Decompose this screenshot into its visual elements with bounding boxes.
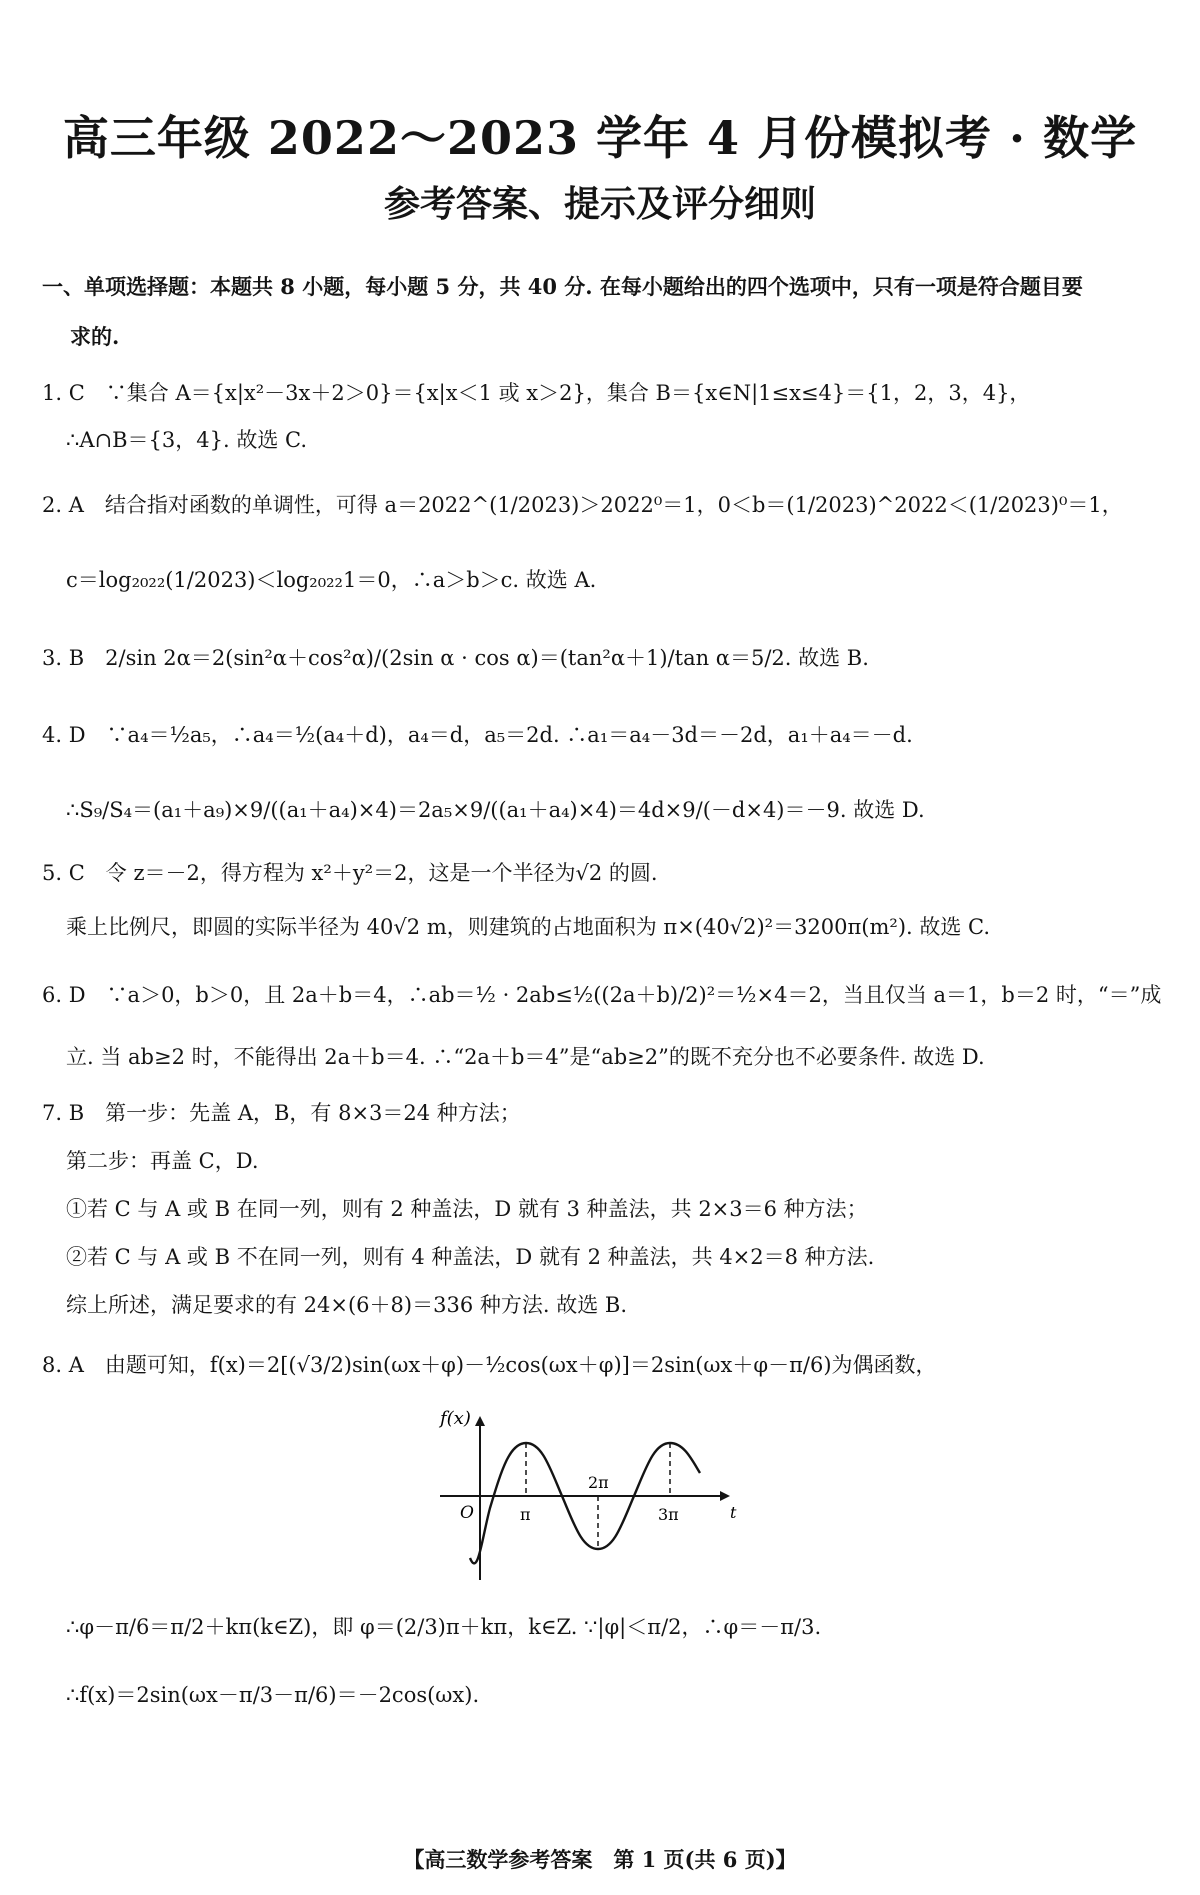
q7-line1: 7. B 第一步：先盖 A，B，有 8×3＝24 种方法； [42,1101,521,1125]
tick-label-pi: π [520,1505,531,1524]
q8-line1: 8. A 由题可知，f(x)＝2[(√3/2)sin(ωx＋φ)－½cos(ωx＋φ)]＝2sin(ωx＋φ－π/6)为偶函数， [42,1353,937,1377]
q7-line4: ②若 C 与 A 或 B 不在同一列，则有 4 种盖法，D 就有 2 种盖法，共 4×2＝8 种方法. [66,1245,875,1269]
q2-line2: c＝log₂₀₂₂(1/2023)＜log₂₀₂₂1＝0，∴a＞b＞c. 故选 A. [66,568,597,592]
sine-graph-figure [430,1408,740,1588]
q7-line5: 综上所述，满足要求的有 24×(6＋8)＝336 种方法. 故选 B. [66,1293,627,1317]
sine-curve [470,1443,700,1563]
page-footer: 【高三数学参考答案 第 1 页(共 6 页)】 [403,1847,797,1872]
q2-line1: 2. A 结合指对函数的单调性，可得 a＝2022^(1/2023)＞2022⁰＝1，0＜b＝(1/2023)^2022＜(1/2023)⁰＝1， [42,493,1123,517]
tick-label-2pi: 2π [588,1473,609,1492]
q6-line1: 6. D ∵a＞0，b＞0，且 2a＋b＝4，∴ab＝½ · 2ab≤½((2a＋b)/2)²＝½×4＝2，当且仅当 a＝1，b＝2 时，“＝”成 [42,983,1162,1007]
q8-line2: ∴φ－π/6＝π/2＋kπ(k∈Z)，即 φ＝(2/3)π＋kπ，k∈Z. ∵|φ|＜π/2，∴φ＝－π/3. [66,1615,822,1639]
tick-label-3pi: 3π [658,1505,679,1524]
q7-line2: 第二步：再盖 C，D. [66,1149,259,1173]
q7-line3: ①若 C 与 A 或 B 在同一列，则有 2 种盖法，D 就有 3 种盖法，共 2×3＝6 种方法； [66,1197,868,1221]
section-heading-line1: 一、单项选择题：本题共 8 小题，每小题 5 分，共 40 分. 在每小题给出的四个选项中，只有一项是符合题目要 [42,274,1083,299]
section-heading-line2: 求的. [70,324,120,349]
x-axis-arrow [720,1491,730,1501]
q3-line1: 3. B 2/sin 2α＝2(sin²α＋cos²α)/(2sin α · cos α)＝(tan²α＋1)/tan α＝5/2. 故选 B. [42,646,869,670]
origin-label: O [460,1503,474,1523]
x-axis-label: t [730,1503,737,1522]
q6-line2: 立. 当 ab≥2 时，不能得出 2a＋b＝4. ∴“2a＋b＝4”是“ab≥2”的既不充分也不必要条件. 故选 D. [66,1045,985,1069]
q1-line2: ∴A∩B＝{3，4}. 故选 C. [66,428,308,452]
page-title: 高三年级 2022～2023 学年 4 月份模拟考 · 数学 [62,111,1138,165]
page-subtitle: 参考答案、提示及评分细则 [383,183,816,225]
q4-line2: ∴S₉/S₄＝(a₁＋a₉)×9/((a₁＋a₄)×4)＝2a₅×9/((a₁＋a₄)×4)＝4d×9/(－d×4)＝－9. 故选 D. [66,798,925,822]
q5-line2: 乘上比例尺，即圆的实际半径为 40√2 m，则建筑的占地面积为 π×(40√2)²＝3200π(m²). 故选 C. [66,915,991,939]
q5-line1: 5. C 令 z＝－2，得方程为 x²＋y²＝2，这是一个半径为√2 的圆. [42,861,658,885]
q4-line1: 4. D ∵a₄＝½a₅，∴a₄＝½(a₄＋d)，a₄＝d，a₅＝2d. ∴a₁＝a₄－3d＝－2d，a₁＋a₄＝－d. [42,723,913,747]
q8-line3: ∴f(x)＝2sin(ωx－π/3－π/6)＝－2cos(ωx). [66,1683,480,1707]
q1-line1: 1. C ∵集合 A＝{x|x²－3x＋2＞0}＝{x|x＜1 或 x＞2}，集合 B＝{x∈N|1≤x≤4}＝{1，2，3，4}， [42,381,1031,405]
y-axis-label: f(x) [440,1408,471,1429]
y-axis-arrow [475,1416,485,1426]
